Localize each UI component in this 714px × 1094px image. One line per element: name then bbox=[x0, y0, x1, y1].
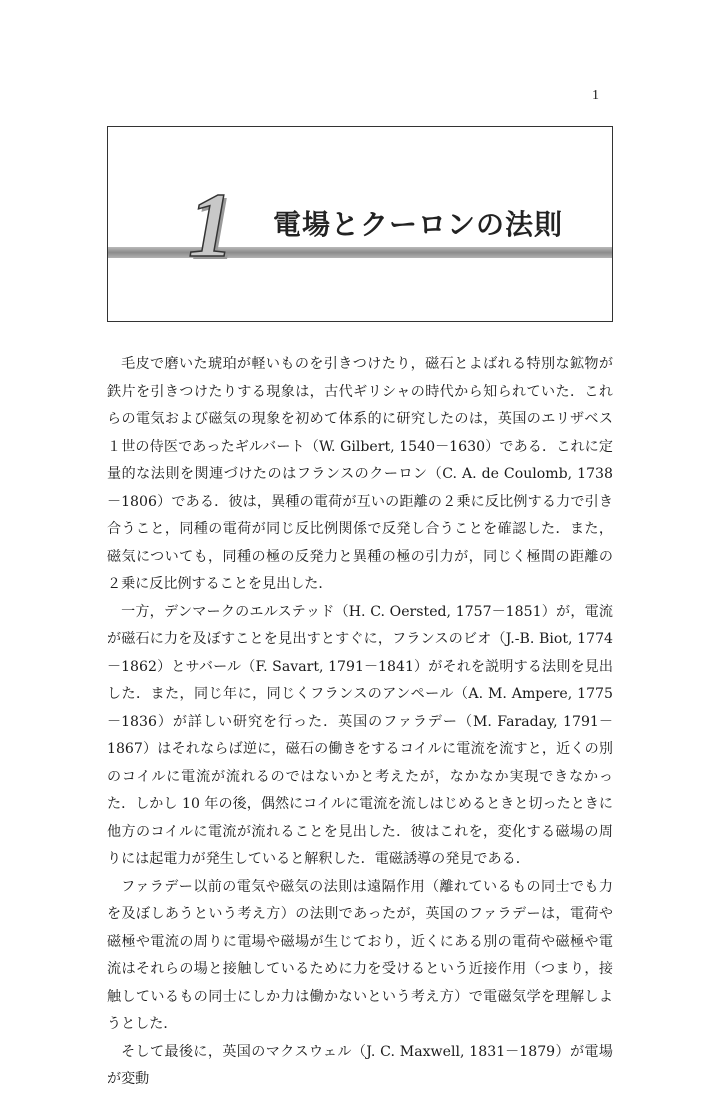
chapter-title: 電場とクーロンの法則 bbox=[273, 208, 564, 241]
paragraph: ファラデー以前の電気や磁気の法則は遠隔作用（離れているもの同士でも力を及ぼしあうという考え方）の法則であったが，英国のファラデーは，電荷や磁極や電流の周りに電場や磁場が生じており，近くにある別の電荷や磁極や電流はそれらの場と接触しているために力を受けるという近接作用（つまり，接触しているもの同士にしか力は働かないという考え方）で電磁気学を理解しようとした． bbox=[107, 878, 613, 1032]
body-text bbox=[107, 351, 613, 1094]
paragraph: 毛皮で磨いた琥珀が軽いものを引きつけたり，磁石とよばれる特別な鉱物が鉄片を引きつけたりする現象は，古代ギリシャの時代から知られていた．これらの電気および磁気の現象を初めて体系的に研究したのは，英国のエリザベス１世の侍医であったギルバート（W. Gilbert, 1540－1630）である．これに定量的な法則を関連づけたのはフランスのクーロン（C. A. de Coulomb, 1738－1806）である．彼は，異種の電荷が互いの距離の２乗に反比例する力で引き合うこと，同種の電荷が同じ反比例関係で反発し合うことを確認した．また，磁気についても，同種の極の反発力と異種の極の引力が，同じく極間の距離の２乗に反比例することを見出した． bbox=[107, 356, 613, 592]
chapter-heading-box bbox=[107, 126, 613, 322]
paragraph: 一方，デンマークのエルステッド（H. C. Oersted, 1757－1851）が，電流が磁石に力を及ぼすことを見出すとすぐに，フランスのビオ（J.-B. Biot, 1774－1862）とサバール（F. Savart, 1791－1841）がそれを説明する法則を見出した．また，同じ年に，同じくフランスのアンペール（A. M. Ampere, 1775－1836）が詳しい研究を行った．英国のファラデー（M. Faraday, 1791－1867）はそれならば逆に，磁石の働きをするコイルに電流を流すと，近くの別のコイルに電流が流れるのではないかと考えたが，なかなか実現できなかった．しかし 10 年の後，偶然にコイルに電流を流しはじめるときと切ったときに他方のコイルに電流が流れることを見出した．彼はこれを，変化する磁場の周りには起電力が発生していると解釈した．電磁誘導の発見である． bbox=[107, 603, 613, 867]
page-number: 1 bbox=[592, 88, 599, 103]
paragraph: そして最後に，英国のマクスウェル（J. C. Maxwell, 1831－1879）が電場が変動 bbox=[107, 1043, 613, 1087]
chapter-heading-rule bbox=[108, 247, 612, 258]
chapter-number: 1 bbox=[188, 174, 234, 276]
